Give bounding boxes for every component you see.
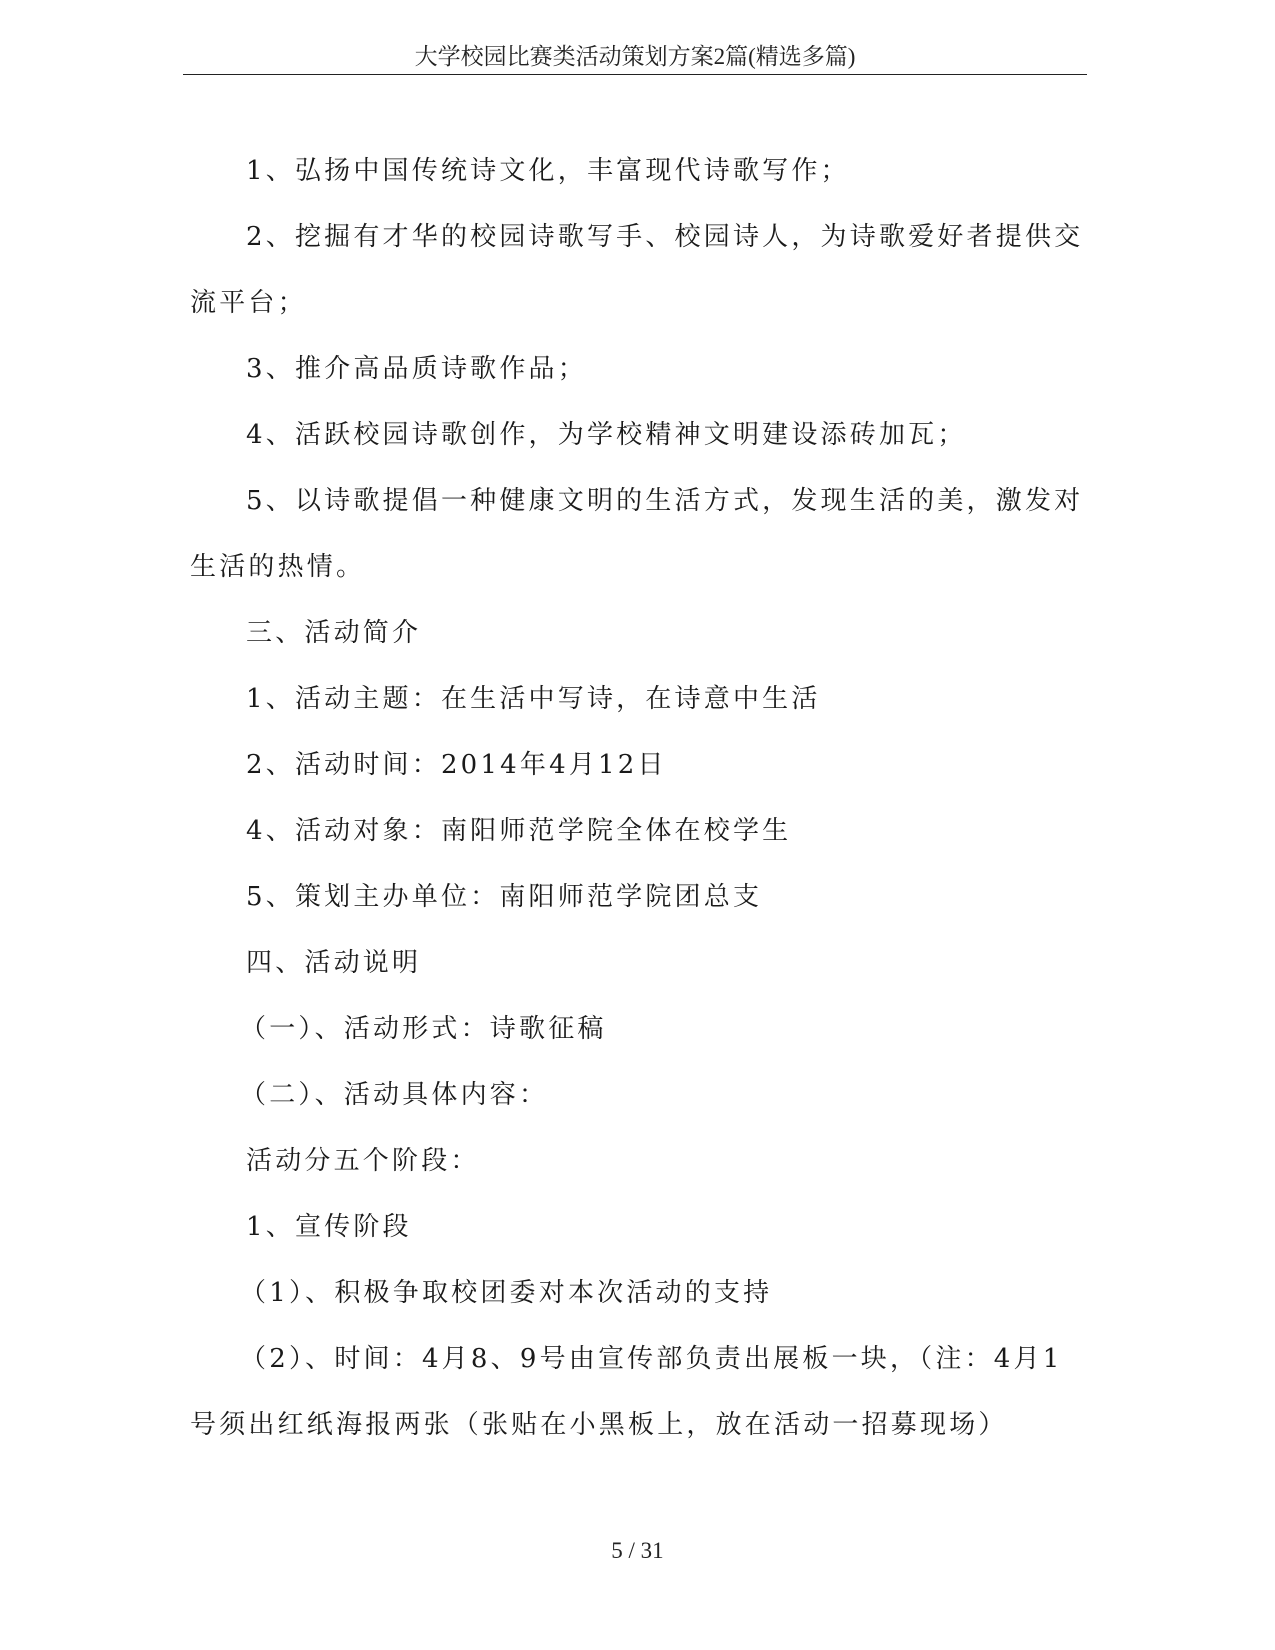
text-line: （1）、积极争取校团委对本次活动的支持 (240, 1278, 773, 1308)
text-line: （一）、活动形式：诗歌征稿 (240, 1014, 607, 1044)
text-line: 号须出红纸海报两张（张贴在小黑板上，放在活动一招募现场） (190, 1410, 1008, 1440)
text-line: 5、以诗歌提倡一种健康文明的生活方式，发现生活的美，激发对 (246, 486, 1084, 516)
text-line: 流平台； (190, 288, 307, 318)
text-line: 1、弘扬中国传统诗文化，丰富现代诗歌写作； (246, 156, 850, 186)
section-heading: 四、活动说明 (246, 948, 422, 978)
document-title: 大学校园比赛类活动策划方案2篇(精选多篇) (414, 44, 856, 69)
page-number: 5 / 31 (611, 1538, 664, 1563)
text-line: 2、挖掘有才华的校园诗歌写手、校园诗人，为诗歌爱好者提供交 (246, 222, 1084, 252)
text-line: 5、策划主办单位：南阳师范学院团总支 (246, 882, 763, 912)
text-line: 4、活动对象：南阳师范学院全体在校学生 (246, 816, 792, 846)
page-footer (0, 1538, 1275, 1564)
text-line: （2）、时间：4月8、9号由宣传部负责出展板一块，（注：4月1 (240, 1344, 1063, 1374)
text-line: 3、推介高品质诗歌作品； (246, 354, 587, 384)
text-line: 4、活跃校园诗歌创作，为学校精神文明建设添砖加瓦； (246, 420, 967, 450)
text-line: 1、宣传阶段 (246, 1212, 412, 1242)
text-line: （二）、活动具体内容： (240, 1080, 549, 1110)
section-heading: 三、活动简介 (246, 618, 422, 648)
text-line: 生活的热情。 (190, 552, 366, 582)
text-line: 1、活动主题：在生活中写诗，在诗意中生活 (246, 684, 821, 714)
text-line: 活动分五个阶段： (246, 1146, 480, 1176)
document-body (190, 138, 1085, 1458)
text-line: 2、活动时间：2014年4月12日 (246, 750, 667, 780)
page-header (183, 40, 1087, 75)
